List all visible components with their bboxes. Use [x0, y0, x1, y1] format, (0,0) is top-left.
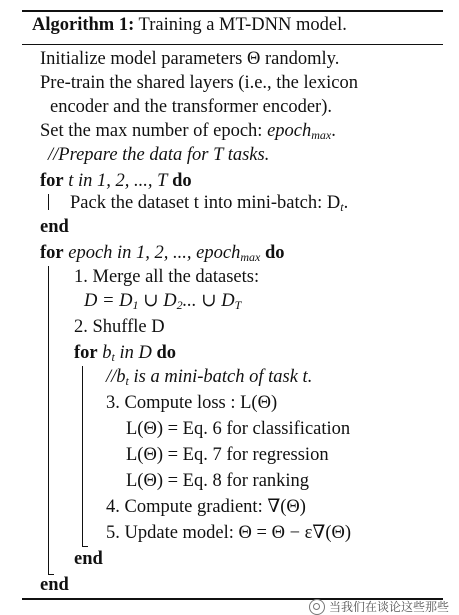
- for-epoch-sub: max: [240, 250, 261, 264]
- comment-prepare: //Prepare the data for T tasks.: [48, 145, 270, 165]
- merge-equation: [84, 290, 241, 316]
- step-shuffle: 2. Shuffle D: [74, 317, 165, 337]
- set-epoch-text: Set the max number of epoch:: [40, 121, 263, 141]
- set-epoch-end: .: [331, 121, 336, 141]
- pack-sub: t: [340, 200, 344, 214]
- pack-end: .: [343, 193, 349, 213]
- end-for-epoch: end: [40, 575, 69, 595]
- comment-minibatch: [106, 366, 312, 392]
- for-epoch-block-bar: [48, 266, 49, 574]
- merge-sub-2: 2: [176, 298, 183, 312]
- for-batch-rest: in D: [114, 343, 152, 363]
- step-initialize: Initialize model parameters Θ randomly.: [40, 49, 340, 69]
- algorithm-caption: Training a MT-DNN model.: [138, 15, 347, 35]
- for-epoch-expr: epoch in 1, 2, ..., epoch: [68, 243, 241, 263]
- merge-eq-b: ∪ D: [138, 291, 177, 311]
- watermark-text: 当我们在谈论这些那些: [328, 600, 449, 614]
- comment-minibatch-sub: t: [125, 374, 129, 388]
- for-tasks-expr: t in 1, 2, ..., T: [68, 171, 168, 191]
- for-batch-var: b: [102, 343, 112, 363]
- merge-sub-t: T: [234, 298, 242, 312]
- comment-minibatch-a: //b: [106, 367, 126, 387]
- step-set-epoch: [40, 120, 336, 146]
- loss-classification: L(Θ) = Eq. 6 for classification: [126, 419, 351, 439]
- epoch-var: epoch: [267, 121, 312, 141]
- for-epoch-line: [40, 242, 285, 268]
- for-keyword: for: [40, 171, 64, 191]
- for-batch-block-foot: [82, 546, 88, 547]
- for-tasks-block-bar: [48, 194, 49, 210]
- watermark: [309, 598, 449, 615]
- top-rule: [22, 10, 443, 12]
- for-batch-sub: t: [111, 350, 115, 364]
- algorithm-box: [22, 10, 443, 600]
- merge-eq-a: D = D: [84, 291, 133, 311]
- merge-sub-1: 1: [132, 298, 139, 312]
- end-for-batch: end: [74, 549, 103, 569]
- do-keyword-3: do: [156, 343, 177, 363]
- step-compute-loss: 3. Compute loss : L(Θ): [106, 393, 278, 413]
- do-keyword-2: do: [265, 243, 285, 263]
- do-keyword: do: [172, 171, 192, 191]
- step-pack: [70, 192, 348, 218]
- for-tasks-line: [40, 170, 192, 192]
- step-merge: 1. Merge all the datasets:: [74, 267, 260, 287]
- epoch-sub: max: [311, 128, 332, 142]
- algorithm-label: Algorithm 1:: [32, 15, 135, 35]
- comment-minibatch-b: is a mini-batch of task t.: [128, 367, 313, 387]
- end-for-tasks: end: [40, 217, 69, 237]
- loss-ranking: L(Θ) = Eq. 8 for ranking: [126, 471, 310, 491]
- for-keyword-3: for: [74, 343, 98, 363]
- algorithm-title: [32, 15, 347, 36]
- loss-regression: L(Θ) = Eq. 7 for regression: [126, 445, 329, 465]
- for-keyword-2: for: [40, 243, 64, 263]
- title-rule: [22, 44, 443, 45]
- step-compute-gradient: 4. Compute gradient: ∇(Θ): [106, 497, 306, 517]
- for-batch-line: [74, 342, 176, 368]
- for-batch-block-bar: [82, 366, 83, 546]
- wechat-icon: [309, 599, 325, 615]
- step-update-model: 5. Update model: Θ = Θ − ε∇(Θ): [106, 523, 352, 543]
- step-pretrain-a: Pre-train the shared layers (i.e., the lexicon: [40, 73, 358, 93]
- pack-text: Pack the dataset t into mini-batch: D: [70, 193, 341, 213]
- step-pretrain-b: encoder and the transformer encoder).: [50, 97, 332, 117]
- merge-eq-c: ... ∪ D: [182, 291, 235, 311]
